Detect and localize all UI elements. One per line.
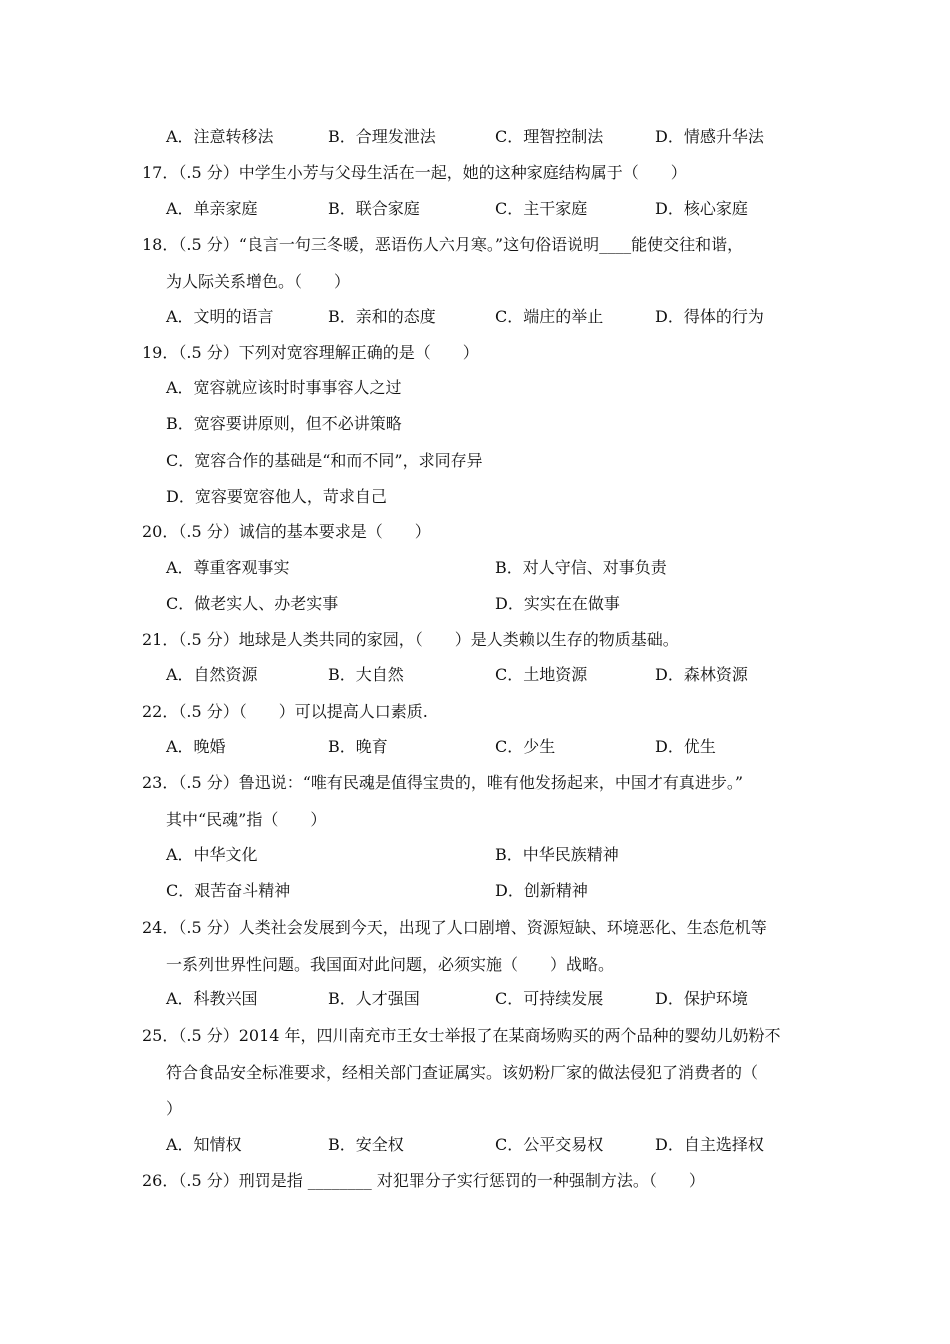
q21-option-c: C．土地资源 xyxy=(495,665,588,684)
q24-option-c: C．可持续发展 xyxy=(495,989,604,1008)
q24-stem-line2: 一系列世界性问题。我国面对此问题，必须实施（ ）战略。 xyxy=(166,955,615,974)
q21-option-a: A．自然资源 xyxy=(166,665,258,684)
q19-option-c: C．宽容合作的基础是“和而不同”，求同存异 xyxy=(166,451,483,470)
q22-option-b: B．晚育 xyxy=(328,737,388,756)
q18-option-d: D．得体的行为 xyxy=(655,307,764,326)
q20-option-b: B．对人守信、对事负责 xyxy=(495,558,667,577)
q22-option-d: D．优生 xyxy=(655,737,716,756)
q25-option-b: B．安全权 xyxy=(328,1135,404,1154)
q16-option-a: A．注意转移法 xyxy=(166,127,274,146)
q19-stem: 19．（.5 分）下列对宽容理解正确的是（ ） xyxy=(142,343,479,362)
q24-option-a: A．科教兴国 xyxy=(166,989,258,1008)
q20-option-d: D．实实在在做事 xyxy=(495,594,620,613)
q25-stem-line2: 符合食品安全标准要求，经相关部门查证属实。该奶粉厂家的做法侵犯了消费者的（ xyxy=(166,1063,759,1082)
q18-option-c: C．端庄的举止 xyxy=(495,307,604,326)
q22-option-c: C．少生 xyxy=(495,737,556,756)
q20-option-a: A．尊重客观事实 xyxy=(166,558,290,577)
q22-option-a: A．晚婚 xyxy=(166,737,226,756)
q22-stem: 22．（.5 分）（ ）可以提高人口素质. xyxy=(142,702,428,721)
q19-option-b: B．宽容要讲原则，但不必讲策略 xyxy=(166,414,402,433)
q26-stem: 26．（.5 分）刑罚是指 ________ 对犯罪分子实行惩罚的一种强制方法。（ ） xyxy=(142,1171,705,1190)
q17-option-a: A．单亲家庭 xyxy=(166,199,258,218)
q17-stem: 17．（.5 分）中学生小芳与父母生活在一起，她的这种家庭结构属于（ ） xyxy=(142,163,687,182)
q17-option-b: B．联合家庭 xyxy=(328,199,420,218)
q18-option-a: A．文明的语言 xyxy=(166,307,274,326)
q25-stem-line1: 25．（.5 分）2014 年，四川南充市王女士举报了在某商场购买的两个品种的婴幼儿奶粉不 xyxy=(142,1026,781,1045)
q19-option-a: A．宽容就应该时时事事容人之过 xyxy=(166,378,402,397)
q23-stem-line2: 其中“民魂”指（ ） xyxy=(166,810,327,829)
q23-option-c: C．艰苦奋斗精神 xyxy=(166,881,291,900)
q16-option-c: C．理智控制法 xyxy=(495,127,604,146)
q24-option-d: D．保护环境 xyxy=(655,989,748,1008)
q20-stem: 20．（.5 分）诚信的基本要求是（ ） xyxy=(142,522,431,541)
q21-option-d: D．森林资源 xyxy=(655,665,748,684)
q16-option-d: D．情感升华法 xyxy=(655,127,764,146)
q24-option-b: B．人才强国 xyxy=(328,989,420,1008)
q23-option-d: D．创新精神 xyxy=(495,881,588,900)
q23-option-a: A．中华文化 xyxy=(166,845,258,864)
q24-stem-line1: 24．（.5 分）人类社会发展到今天，出现了人口剧增、资源短缺、环境恶化、生态危机等 xyxy=(142,918,767,937)
q18-option-b: B．亲和的态度 xyxy=(328,307,436,326)
q16-option-b: B．合理发泄法 xyxy=(328,127,436,146)
q18-stem-line1: 18．（.5 分）“良言一句三冬暖，恶语伤人六月寒。”这句俗语说明____能使交往和谐， xyxy=(142,235,744,254)
q25-option-d: D．自主选择权 xyxy=(655,1135,764,1154)
q18-stem-line2: 为人际关系增色。（ ） xyxy=(166,272,351,291)
q25-stem-line3: ） xyxy=(166,1099,183,1118)
q17-option-d: D．核心家庭 xyxy=(655,199,748,218)
q23-stem-line1: 23．（.5 分）鲁迅说：“唯有民魂是值得宝贵的，唯有他发扬起来，中国才有真进步。” xyxy=(142,773,744,792)
q21-stem: 21．（.5 分）地球是人类共同的家园，（ ）是人类赖以生存的物质基础。 xyxy=(142,630,679,649)
q25-option-a: A．知情权 xyxy=(166,1135,242,1154)
q23-option-b: B．中华民族精神 xyxy=(495,845,619,864)
q21-option-b: B．大自然 xyxy=(328,665,404,684)
q19-option-d: D．宽容要宽容他人，苛求自己 xyxy=(166,487,387,506)
q20-option-c: C．做老实人、办老实事 xyxy=(166,594,339,613)
q17-option-c: C．主干家庭 xyxy=(495,199,588,218)
q25-option-c: C．公平交易权 xyxy=(495,1135,604,1154)
